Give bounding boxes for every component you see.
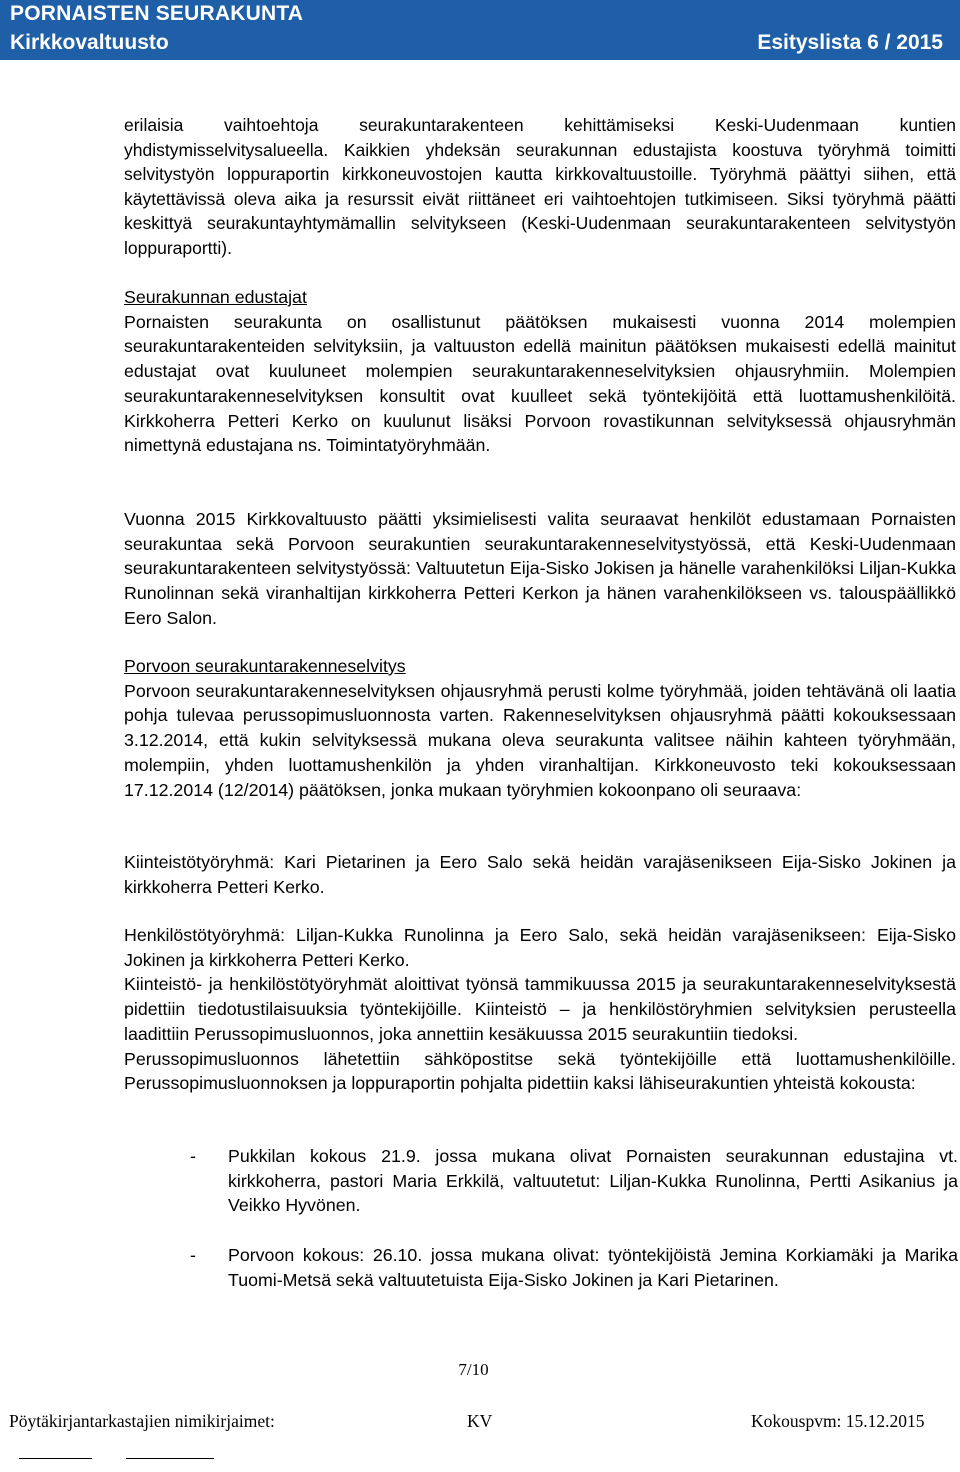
intro-paragraph: erilaisia vaihtoehtoja seurakuntarakenteen kehittämiseksi Keski-Uudenmaan kuntien yhdistymisselvitysalueella. Kaikkien yhdeksän seurakunnan edustajista koostuva työryhmä toimitti selvitystyön loppuraportin kirkkoneuvostojen kautta kirkkovaltuustoille. Työryhmä päättyi siihen, että käytettävissä oleva aika ja resurssit eivät riittäneet eri vaihtoehtojen tutkimiseen. Siksi työryhmä päätti keskittyä seurakuntayhtymämallin selvitykseen (Keski-Uudenmaan seurakuntarakenteen selvitystyön loppuraportti). bbox=[124, 115, 956, 258]
meeting-list-item bbox=[190, 1243, 958, 1292]
footer-initials-label: Pöytäkirjantarkastajien nimikirjaimet: bbox=[9, 1411, 275, 1431]
section-heading-text: Porvoon seurakuntarakenneselvitys bbox=[124, 656, 406, 676]
meeting-list-item bbox=[190, 1144, 958, 1218]
list-item bbox=[190, 1144, 958, 1218]
footer-meeting-date: Kokouspvm: 15.12.2015 bbox=[751, 1411, 925, 1431]
section-paragraph: Pornaisten seurakunta on osallistunut päätöksen mukaisesti vuonna 2014 molempien seurakuntarakenteiden selvityksiin, ja valtuuston edellä mainitun päätöksen mukaisesti edellä mainitut edustajat ovat kuuluneet molempien seurakuntarakenneselvityksien ohjausryhmiin. Molempien seurakuntarakenneselvityksen konsultit ovat kuulleet sekä työntekijöitä että luottamushenkilöitä. Kirkkoherra Petteri Kerko on kuulunut lisäksi Porvoon rovastikunnan selvityksessä ohjausryhmän nimettynä edustajana ns. Toimintatyöryhmään. bbox=[124, 311, 956, 456]
intro-block bbox=[124, 113, 956, 261]
work-started-paragraph: Kiinteistö- ja henkilöstötyöryhmät aloittivat työnsä tammikuussa 2015 ja seurakuntarakenneselvityksestä pidettiin tiedotustilaisuuksia työntekijöille. Kiinteistö – ja henkilöstöryhmien selvityksien perusteella laadittiin Perussopimusluonnos, joka annettiin kesäkuussa 2015 seurakuntiin tiedoksi. bbox=[124, 974, 956, 1044]
list-item-text: Pukkilan kokous 21.9. jossa mukana olivat Pornaisten seurakunnan edustajina vt. kirkkoherra, pastori Maria Erkkilä, valtuutetut: Liljan-Kukka Runolinna, Pertti Asikanius ja Veikko Hyvönen. bbox=[228, 1146, 958, 1216]
draft-sent-paragraph: Perussopimusluonnos lähetettiin sähköpostitse sekä työntekijöille että luottamushenkilöille. Perussopimusluonnoksen ja loppuraportin pohjalta pidettiin kaksi lähiseurakuntien yhteistä kokousta: bbox=[124, 1048, 956, 1094]
paragraph-2015-block bbox=[124, 507, 956, 631]
signature-line bbox=[19, 1458, 92, 1459]
list-item-text: Porvoon kokous: 26.10. jossa mukana olivat: työntekijöistä Jemina Korkiamäki ja Marika Tuomi-Metsä sekä valtuutetuista Eija-Sisko Jokinen ja Kari Pietarinen. bbox=[228, 1245, 958, 1290]
property-group-block bbox=[124, 850, 956, 899]
staff-group-paragraph: Henkilöstötyöryhmä: Liljan-Kukka Runolinna ja Eero Salo, sekä heidän varajäsenikseen: Eija-Sisko Jokinen ja kirkkoherra Petteri Kerko. bbox=[124, 925, 956, 970]
section-paragraph: Porvoon seurakuntarakenneselvityksen ohjausryhmä perusti kolme työryhmää, joiden tehtävänä oli laatia pohja tulevaa perussopimusluonnosta varten. Rakenneselvityksen ohjausryhmä päätti kokouksessaan 3.12.2014, että kukin selvityksessä mukana oleva seurakunta valitsee näihin kahteen työryhmään, molempiin, yhden luottamushenkilön ja yhden viranhaltijan. Kirkkoneuvosto teki kokouksessaan 17.12.2014 (12/2014) päätöksen, jonka mukaan työryhmien kokoonpano oli seuraava: bbox=[124, 680, 956, 800]
governing-body: Kirkkovaltuusto bbox=[10, 31, 169, 54]
signature-line bbox=[126, 1458, 214, 1459]
document-header bbox=[0, 0, 960, 60]
organization-name: PORNAISTEN SEURAKUNTA bbox=[10, 2, 304, 25]
paragraph-2015: Vuonna 2015 Kirkkovaltuusto päätti yksimielisesti valita seuraavat henkilöt edustamaan Pornaisten seurakuntaa sekä Porvoon seurakuntien seurakuntarakenneselvitystyössä, että Keski-Uudenmaan seurakuntarakenteen selvitystyössä: Valtuutetun Eija-Sisko Jokisen ja hänelle varahenkilöksi Liljan-Kukka Runolinnan sekä viranhaltijan kirkkoherra Petteri Kerkon ja hänen varahenkilökseen vs. talouspäällikkö Eero Salon. bbox=[124, 509, 956, 628]
section-heading-text: Seurakunnan edustajat bbox=[124, 287, 307, 307]
property-group-paragraph: Kiinteistötyöryhmä: Kari Pietarinen ja Eero Salo sekä heidän varajäsenikseen Eija-Sisko Jokinen ja kirkkoherra Petteri Kerko. bbox=[124, 852, 956, 897]
list-bullet: - bbox=[190, 1146, 196, 1166]
staff-group-block bbox=[124, 923, 956, 1096]
list-item bbox=[190, 1243, 958, 1292]
section-porvoo bbox=[124, 654, 956, 802]
footer-initials: KV bbox=[467, 1411, 493, 1431]
page-number: 7/10 bbox=[458, 1360, 489, 1379]
list-bullet: - bbox=[190, 1245, 196, 1265]
section-heading bbox=[124, 654, 956, 679]
agenda-number: Esityslista 6 / 2015 bbox=[757, 31, 943, 54]
section-heading bbox=[124, 285, 956, 310]
section-representatives bbox=[124, 285, 956, 458]
